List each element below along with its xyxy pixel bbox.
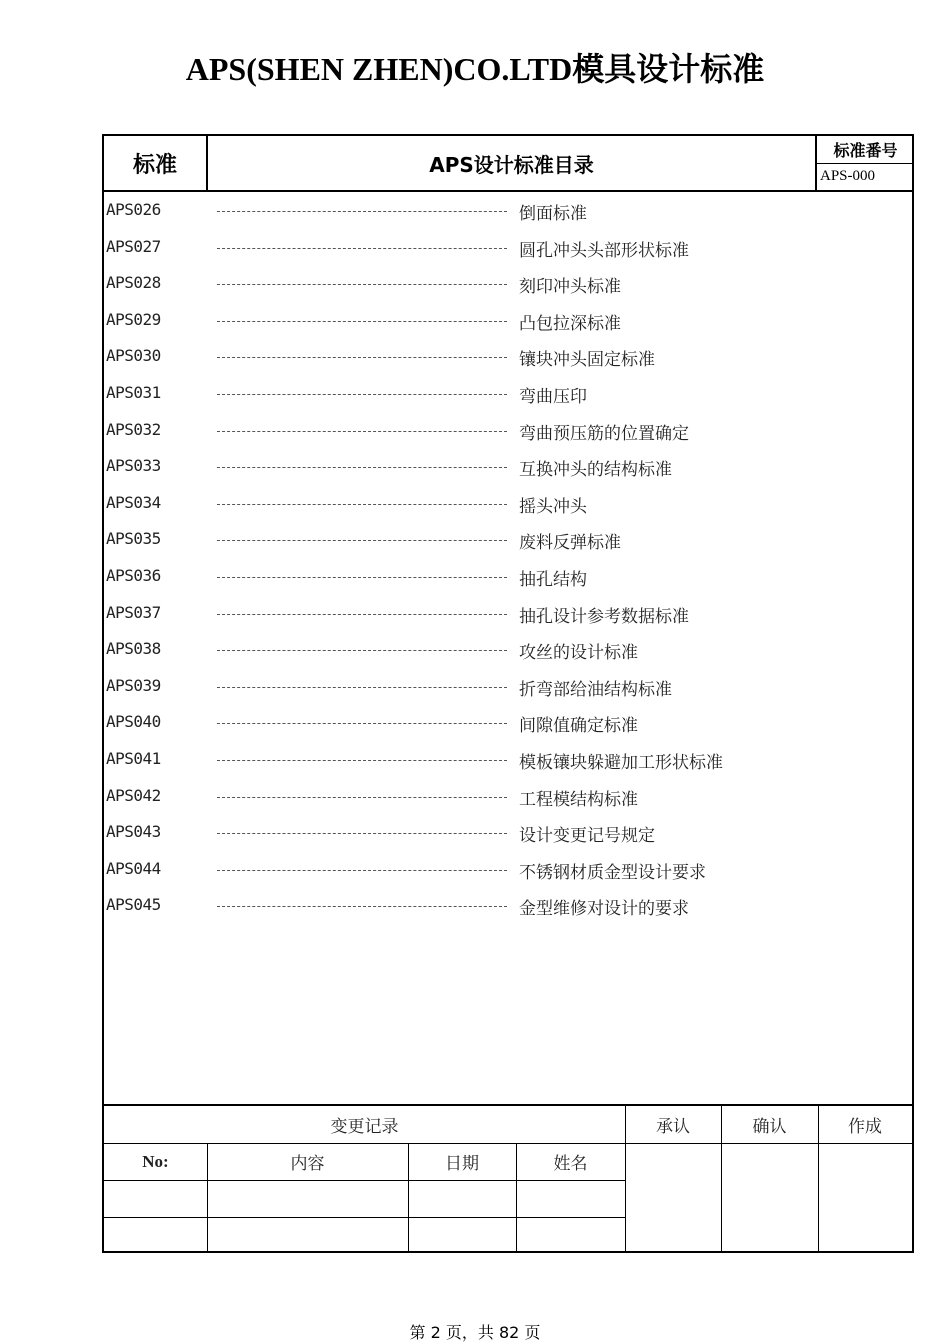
dash-leader: [217, 238, 507, 249]
dash-leader: [217, 823, 507, 834]
form-header: [104, 136, 912, 192]
standard-code: APS026: [106, 200, 161, 219]
standard-name: 凸包拉深标准: [519, 313, 621, 334]
standard-name: 圆孔冲头头部形状标准: [519, 240, 689, 261]
list-item: [104, 338, 912, 375]
standard-code: APS044: [106, 858, 161, 878]
dash-leader: [217, 896, 507, 907]
standard-name: 弯曲压印: [519, 386, 587, 407]
standard-name: 工程模结构标准: [519, 789, 638, 810]
divider: [104, 1180, 625, 1181]
standard-code: APS041: [106, 748, 161, 768]
standard-code: APS042: [106, 785, 161, 805]
dash-leader: [217, 604, 507, 615]
dash-leader: [217, 860, 507, 871]
header-standard-label: 标准: [104, 136, 208, 190]
divider: [104, 1143, 912, 1144]
list-item: [104, 595, 912, 632]
standard-code: APS045: [106, 895, 161, 915]
standard-name: 模板镶块躲避加工形状标准: [519, 752, 723, 773]
standard-code: APS027: [106, 236, 161, 256]
list-item: [104, 192, 912, 229]
dash-leader: [217, 311, 507, 322]
standard-name: 抽孔设计参考数据标准: [519, 606, 689, 627]
standard-name: 倒面标准: [519, 204, 587, 224]
standard-code: APS036: [106, 565, 161, 585]
divider: [408, 1143, 409, 1253]
list-item: [104, 412, 912, 449]
confirm-label: 确认: [752, 1117, 787, 1137]
standard-code: APS033: [106, 456, 161, 476]
standard-name: 抽孔结构: [519, 569, 587, 590]
dash-leader: [217, 347, 507, 358]
divider: [818, 1106, 819, 1253]
standard-name: 弯曲预压筋的位置确定: [519, 423, 689, 444]
list-item: [104, 375, 912, 412]
dash-leader: [217, 274, 507, 285]
divider: [207, 1143, 208, 1253]
content-label: 内容: [290, 1154, 325, 1174]
standard-code: APS032: [106, 419, 161, 439]
list-item: [104, 741, 912, 778]
standard-name: 间隙值确定标准: [519, 716, 638, 737]
list-item: [104, 485, 912, 522]
standard-code: APS029: [106, 309, 161, 329]
standard-code: APS043: [106, 822, 161, 842]
dash-leader: [217, 201, 507, 212]
change-record-table: [104, 1104, 912, 1253]
header-code-label: 标准番号: [817, 136, 914, 164]
date-label: 日期: [445, 1154, 479, 1174]
dash-leader: [217, 677, 507, 688]
divider: [104, 1217, 625, 1218]
standard-code: APS031: [106, 382, 161, 402]
standard-code: APS037: [106, 602, 161, 622]
dash-leader: [217, 713, 507, 724]
dash-leader: [217, 384, 507, 395]
divider: [625, 1106, 626, 1253]
divider: [721, 1106, 722, 1253]
standard-code: APS039: [106, 675, 161, 695]
list-item: [104, 448, 912, 485]
header-catalog-title: APS设计标准目录: [429, 152, 594, 177]
dash-leader: [217, 787, 507, 798]
standard-name: 折弯部给油结构标准: [519, 679, 672, 700]
standard-name: 攻丝的设计标准: [519, 643, 638, 664]
standard-form: [102, 134, 914, 1253]
document-title: APS(SHEN ZHEN)CO.LTD模具设计标准: [185, 51, 765, 87]
approve-label: 承认: [656, 1117, 690, 1137]
list-item: [104, 668, 912, 705]
standard-code: APS034: [106, 492, 161, 512]
list-item: [104, 229, 912, 266]
standards-list: [104, 192, 912, 924]
change-record-label: 变更记录: [330, 1117, 399, 1137]
list-item: [104, 558, 912, 595]
author-label: 作成: [848, 1117, 882, 1137]
dash-leader: [217, 567, 507, 578]
standard-name: 废料反弹标准: [519, 533, 621, 554]
standard-code: APS030: [106, 346, 161, 366]
list-item: [104, 265, 912, 302]
standard-code: APS035: [106, 529, 161, 549]
page-number: 第 2 页，共 82 页: [409, 1323, 541, 1342]
standard-name: 金型维修对设计的要求: [519, 899, 689, 920]
standard-code: APS038: [106, 639, 161, 659]
standard-name: 互换冲头的结构标准: [519, 460, 672, 481]
dash-leader: [217, 494, 507, 505]
divider: [516, 1143, 517, 1253]
dash-leader: [217, 530, 507, 541]
list-item: [104, 704, 912, 741]
name-label: 姓名: [553, 1154, 588, 1174]
dash-leader: [217, 457, 507, 468]
standard-name: 摇头冲头: [519, 496, 587, 517]
list-item: [104, 887, 912, 924]
list-item: [104, 302, 912, 339]
list-item: [104, 814, 912, 851]
list-item: [104, 851, 912, 888]
list-item: [104, 631, 912, 668]
list-item: [104, 521, 912, 558]
standard-code: APS040: [106, 712, 161, 732]
header-code-box: [815, 136, 914, 190]
standard-name: 镶块冲头固定标准: [519, 350, 655, 371]
dash-leader: [217, 640, 507, 651]
list-item: [104, 778, 912, 815]
no-label: No:: [142, 1151, 169, 1171]
standard-name: 不锈钢材质金型设计要求: [519, 862, 706, 883]
standard-name: 刻印冲头标准: [519, 277, 621, 298]
header-code-value: APS-000: [820, 168, 876, 184]
standard-code: APS028: [106, 273, 161, 293]
dash-leader: [217, 750, 507, 761]
dash-leader: [217, 421, 507, 432]
standard-name: 设计变更记号规定: [519, 826, 655, 847]
